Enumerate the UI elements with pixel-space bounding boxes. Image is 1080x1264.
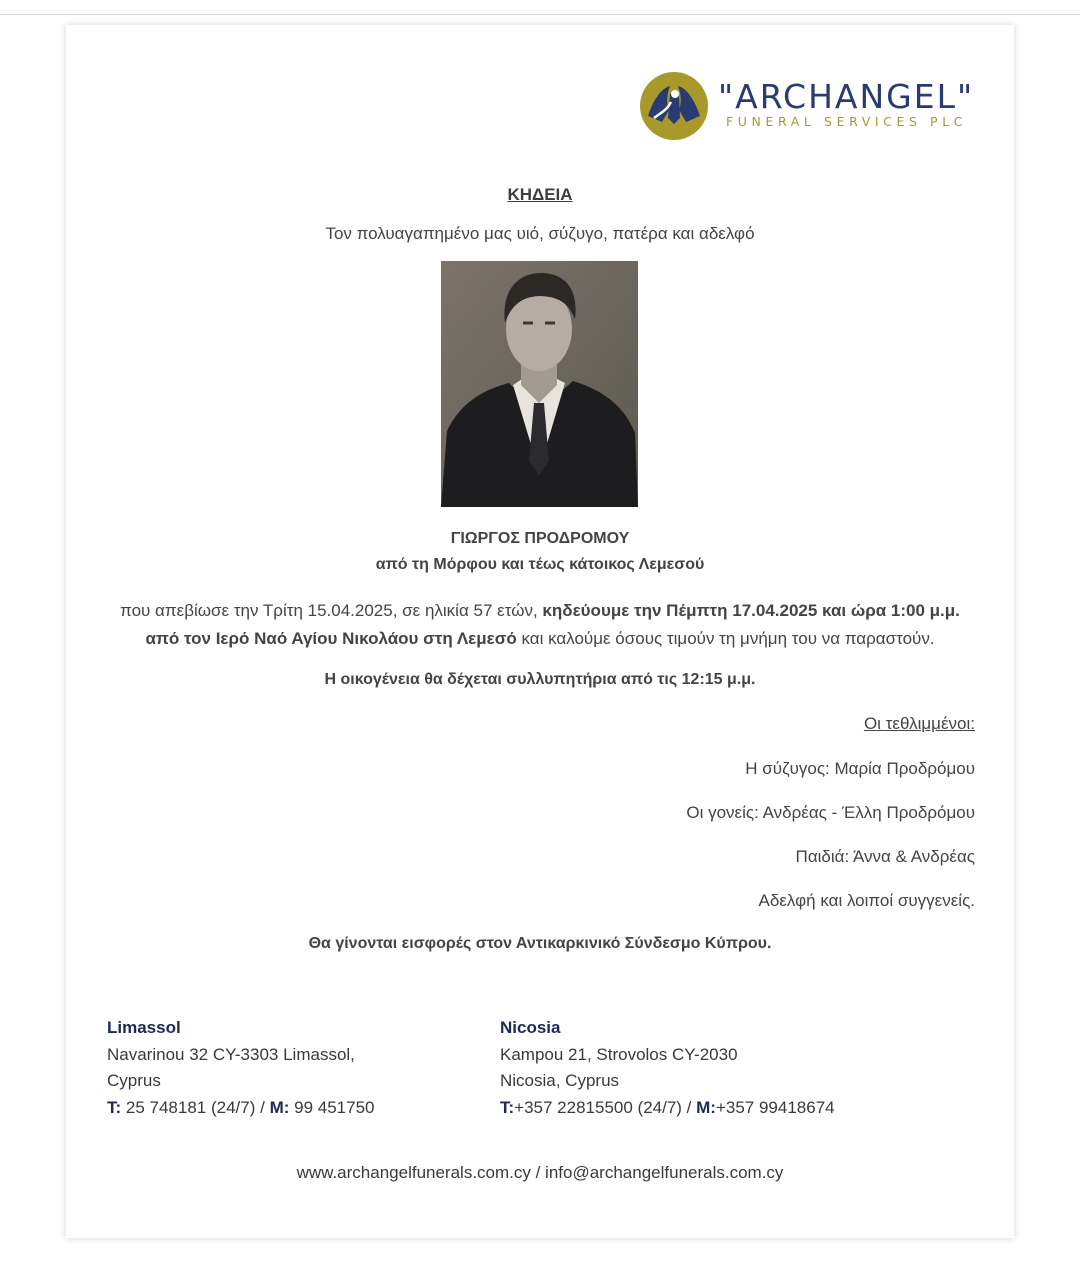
phone-label: T: bbox=[107, 1097, 122, 1117]
mobile-label: M: bbox=[269, 1097, 290, 1117]
top-divider bbox=[0, 14, 1080, 15]
deceased-origin: από τη Μόρφου και τέως κάτοικος Λεμεσού bbox=[375, 556, 705, 573]
mourner-item: Αδελφή και λοιποί συγγενείς. bbox=[758, 891, 975, 910]
mobile-number: 99 451750 bbox=[289, 1097, 375, 1117]
funeral-announcement bbox=[66, 597, 1014, 653]
mourner-item: Οι γονείς: Ανδρέας - Έλλη Προδρόμου bbox=[686, 803, 975, 822]
donations-note: Θα γίνονται εισφορές στον Αντικαρκινικό Σύνδεσμο Κύπρου. bbox=[308, 935, 772, 952]
office-address-line: Nicosia, Cyprus bbox=[500, 1071, 620, 1090]
notice-intro: Τον πολυαγαπημένο μας υιό, σύζυγο, πατέρα και αδελφό bbox=[325, 224, 755, 243]
office-address-line: Navarinou 32 CY-3303 Limassol, bbox=[107, 1044, 355, 1064]
phone-number: 25 748181 (24/7) / bbox=[121, 1097, 270, 1117]
office-limassol bbox=[107, 1015, 374, 1121]
office-phones bbox=[107, 1095, 374, 1122]
phone-number: +357 22815500 (24/7) / bbox=[514, 1097, 697, 1117]
logo-name: "ARCHANGEL" bbox=[718, 77, 975, 116]
deceased-portrait bbox=[441, 261, 638, 507]
logo-subtitle: FUNERAL SERVICES PLC bbox=[726, 114, 968, 129]
mobile-label: M: bbox=[696, 1097, 716, 1117]
office-city: Limassol bbox=[107, 1018, 181, 1037]
mourner-item: Παιδιά: Άννα & Ανδρέας bbox=[795, 847, 975, 866]
office-phones bbox=[500, 1095, 835, 1122]
office-city: Nicosia bbox=[500, 1018, 561, 1037]
mobile-number: +357 99418674 bbox=[715, 1097, 835, 1117]
announcement-text-3: και καλούμε όσους τιμούν τη μνήμη του να παραστούν. bbox=[516, 629, 935, 648]
office-address-line: Kampou 21, Strovolos CY-2030 bbox=[500, 1044, 738, 1064]
deceased-name: ΓΙΩΡΓΟΣ ΠΡΟΔΡΟΜΟΥ bbox=[450, 530, 630, 547]
footer-contact-links[interactable]: www.archangelfunerals.com.cy / info@archangelfunerals.com.cy bbox=[296, 1163, 784, 1182]
notice-heading: ΚΗΔΕΙΑ bbox=[507, 185, 573, 204]
company-logo bbox=[640, 72, 980, 142]
funeral-notice-card bbox=[66, 25, 1014, 1238]
phone-label: T: bbox=[500, 1097, 515, 1117]
announcement-funeral-details: κηδεύουμε την Πέμπτη 17.04.2025 και ώρα 1:00 μ.μ. από τον Ιερό Ναό Αγίου Νικολάου στη Λεμεσό bbox=[145, 601, 960, 648]
announcement-text-1: που απεβίωσε την Τρίτη 15.04.2025, σε ηλικία 57 ετών, bbox=[120, 601, 543, 620]
mourner-item: Η σύζυγος: Μαρία Προδρόμου bbox=[745, 759, 975, 778]
mourners-title: Οι τεθλιμμένοι: bbox=[863, 714, 975, 733]
condolences-note: Η οικογένεια θα δέχεται συλλυπητήρια από τις 12:15 μ.μ. bbox=[324, 671, 756, 688]
office-nicosia bbox=[500, 1015, 835, 1121]
archangel-emblem-icon bbox=[640, 72, 708, 140]
office-address-line: Cyprus bbox=[107, 1071, 161, 1090]
